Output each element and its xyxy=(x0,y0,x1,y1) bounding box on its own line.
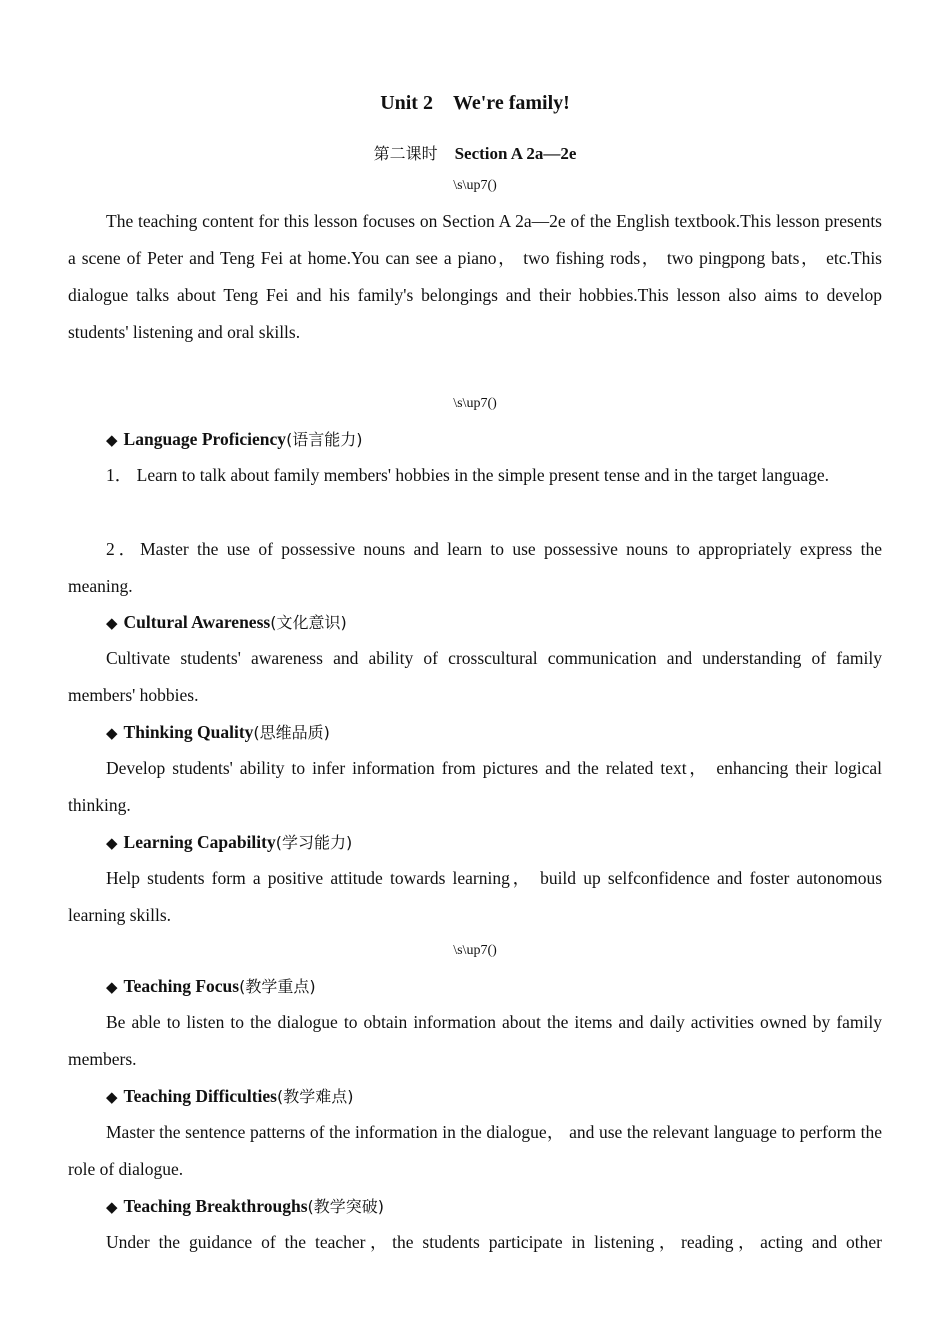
heading-cn: (教学难点) xyxy=(277,1087,354,1106)
heading-text: Cultural Awareness xyxy=(123,612,271,632)
heading-cultural-awareness xyxy=(106,610,347,635)
objective-text: Help students form a positive attitude towards learning， build up selfconfidence and foster autonomous learning skills. xyxy=(68,868,882,925)
heading-cn: (语言能力) xyxy=(286,430,363,449)
teaching-text: Be able to listen to the dialogue to obtain information about the items and daily activities owned by family members. xyxy=(68,1012,882,1069)
teaching-text: Master the sentence patterns of the information in the dialogue， and use the relevant language to perform the role of dialogue. xyxy=(68,1122,882,1179)
diamond-bullet-icon: ◆ xyxy=(106,1198,118,1216)
section-marker: \s\up7() xyxy=(453,943,497,958)
unit-title: Unit 2 We're family! xyxy=(380,92,570,114)
diamond-bullet-icon: ◆ xyxy=(106,1088,118,1106)
diamond-bullet-icon: ◆ xyxy=(106,978,118,996)
lesson-subtitle xyxy=(68,139,882,164)
heading-teaching-breakthroughs xyxy=(106,1194,384,1219)
section-marker: \s\up7() xyxy=(453,178,497,193)
heading-text: Teaching Breakthroughs xyxy=(123,1196,308,1216)
lesson-section: Section A 2a—2e xyxy=(454,144,577,163)
heading-text: Language Proficiency xyxy=(123,429,287,449)
heading-cn: (教学突破) xyxy=(307,1197,385,1216)
heading-text: Thinking Quality xyxy=(123,722,254,742)
intro-paragraph: The teaching content for this lesson focuses on Section A 2a—2e of the English textbook.This lesson presents a scene of Peter and Teng Fei at home.You can see a piano， two fishing rods， two pingpong bats， etc.This dialogue talks about Teng Fei and his family's belongings and their hobbies.This lesson also aims to develop students' listening and oral skills. xyxy=(68,211,882,342)
section-marker: \s\up7() xyxy=(453,396,497,411)
diamond-bullet-icon: ◆ xyxy=(106,724,118,742)
heading-cn: (文化意识) xyxy=(270,613,347,632)
heading-teaching-focus xyxy=(106,974,316,999)
lesson-period: 第二课时 xyxy=(373,144,438,163)
objective-text: Develop students' ability to infer information from pictures and the related text， enhancing their logical thinking. xyxy=(68,758,882,815)
heading-learning-capability xyxy=(106,830,352,855)
heading-cn: (教学重点) xyxy=(239,977,316,996)
teaching-text: Under the guidance of the teacher，the students participate in listening，reading，acting and other xyxy=(106,1232,882,1252)
objective-item: 2．Master the use of possessive nouns and learn to use possessive nouns to appropriately express the meaning. xyxy=(68,539,882,596)
diamond-bullet-icon: ◆ xyxy=(106,834,118,852)
heading-language-proficiency xyxy=(106,427,363,452)
objective-item: 1． Learn to talk about family members' hobbies in the simple present tense and in the target language. xyxy=(106,465,830,485)
diamond-bullet-icon: ◆ xyxy=(106,614,118,632)
heading-text: Teaching Difficulties xyxy=(123,1086,277,1106)
heading-text: Teaching Focus xyxy=(123,976,240,996)
diamond-bullet-icon: ◆ xyxy=(106,431,118,449)
heading-thinking-quality xyxy=(106,720,330,745)
heading-cn: (学习能力) xyxy=(275,833,353,852)
heading-text: Learning Capability xyxy=(123,832,276,852)
heading-cn: (思维品质) xyxy=(253,723,330,742)
heading-teaching-difficulties xyxy=(106,1084,354,1109)
objective-text: Cultivate students' awareness and ability of crosscultural communication and understanding of family members' hobbies. xyxy=(68,648,882,705)
